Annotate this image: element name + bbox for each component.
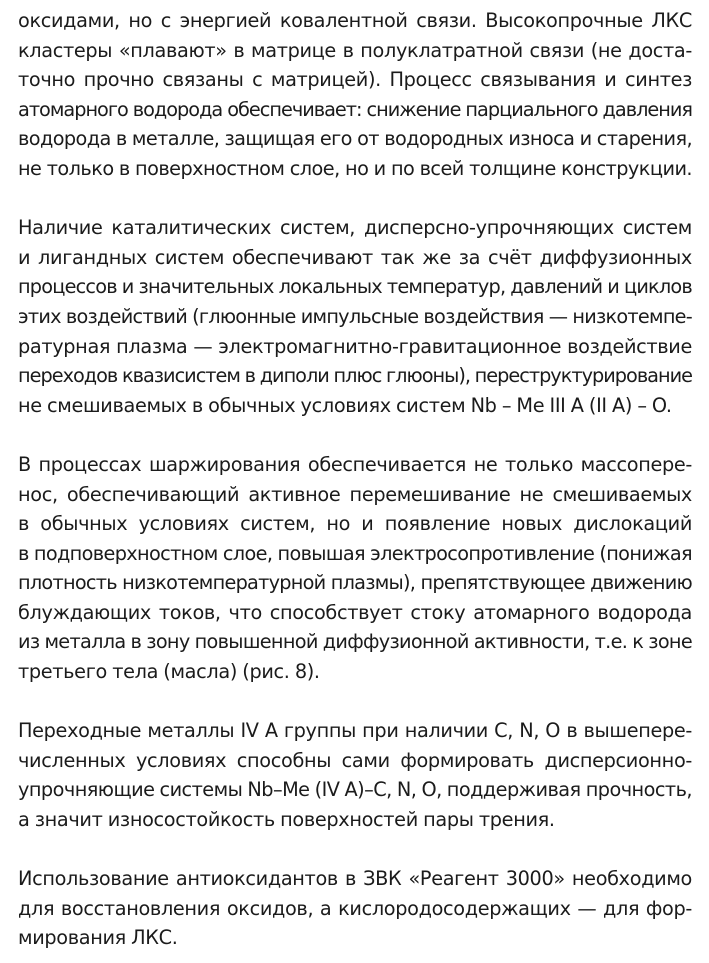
text-line: мирования ЛКС. bbox=[18, 926, 178, 950]
paragraph-5 bbox=[18, 864, 692, 953]
text-line: в обычных условиях систем, но и появление новых дислокаций bbox=[18, 512, 692, 536]
text-line: Наличие каталитических систем, дисперсно-упрочняющих систем bbox=[18, 216, 692, 240]
text-line: переходов квазисистем в диполи плюс глюоны), переструктурирование bbox=[18, 364, 692, 388]
paragraph-1 bbox=[18, 6, 692, 184]
text-line: атомарного водорода обеспечивает: снижение парциального давления bbox=[18, 97, 692, 121]
text-line: В процессах шаржирования обеспечивается не только массопере- bbox=[18, 452, 692, 476]
text-line: не только в поверхностном слое, но и по всей толщине конструкции. bbox=[18, 156, 692, 180]
text-line: для восстановления оксидов, а кислородосодержащих — для фор- bbox=[18, 896, 692, 920]
text-line: третьего тела (масла) (рис. 8). bbox=[18, 660, 320, 684]
text-line: точно прочно связаны с матрицей). Процесс связывания и синтез bbox=[18, 68, 692, 92]
text-line: из металла в зону повышенной диффузионной активности, т.е. к зоне bbox=[18, 630, 692, 654]
text-line: и лигандных систем обеспечивают так же за счёт диффузионных bbox=[18, 245, 692, 269]
text-line: кластеры «плавают» в матрице в полуклатратной связи (не доста- bbox=[18, 38, 692, 62]
document-page bbox=[18, 6, 692, 953]
text-line: не смешиваемых в обычных условиях систем Nb – Me III A (II A) – O. bbox=[18, 393, 672, 417]
text-line: этих воздействий (глюонные импульсные воздействия — низкотемпе- bbox=[18, 304, 692, 328]
paragraph-3 bbox=[18, 450, 692, 687]
text-line: упрочняющие системы Nb–Me (IV A)–C, N, O, поддерживая прочность, bbox=[18, 778, 692, 802]
text-line: плотность низкотемпературной плазмы), препятствующее движению bbox=[18, 571, 692, 595]
text-line: численных условиях способны сами формировать дисперсионно- bbox=[18, 748, 692, 772]
text-line: ратурная плазма — электромагнитно-гравитационное воздействие bbox=[18, 334, 692, 358]
paragraph-2 bbox=[18, 213, 692, 420]
text-line: нос, обеспечивающий активное перемешивание не смешиваемых bbox=[18, 482, 692, 506]
text-line: блуждающих токов, что способствует стоку атомарного водорода bbox=[18, 600, 692, 624]
text-line: Использование антиоксидантов в ЗВК «Реагент 3000» необходимо bbox=[18, 867, 692, 891]
text-line: в подповерхностном слое, повышая электросопротивление (понижая bbox=[18, 541, 692, 565]
paragraph-4 bbox=[18, 716, 692, 834]
text-line: оксидами, но с энергией ковалентной связи. Высокопрочные ЛКС bbox=[18, 9, 692, 32]
text-line: а значит износостойкость поверхностей пары трения. bbox=[18, 808, 555, 832]
text-line: Переходные металлы IV A группы при наличии C, N, O в вышепере- bbox=[18, 719, 692, 743]
text-line: процессов и значительных локальных температур, давлений и циклов bbox=[18, 275, 692, 299]
text-line: водорода в металле, защищая его от водородных износа и старения, bbox=[18, 127, 692, 151]
